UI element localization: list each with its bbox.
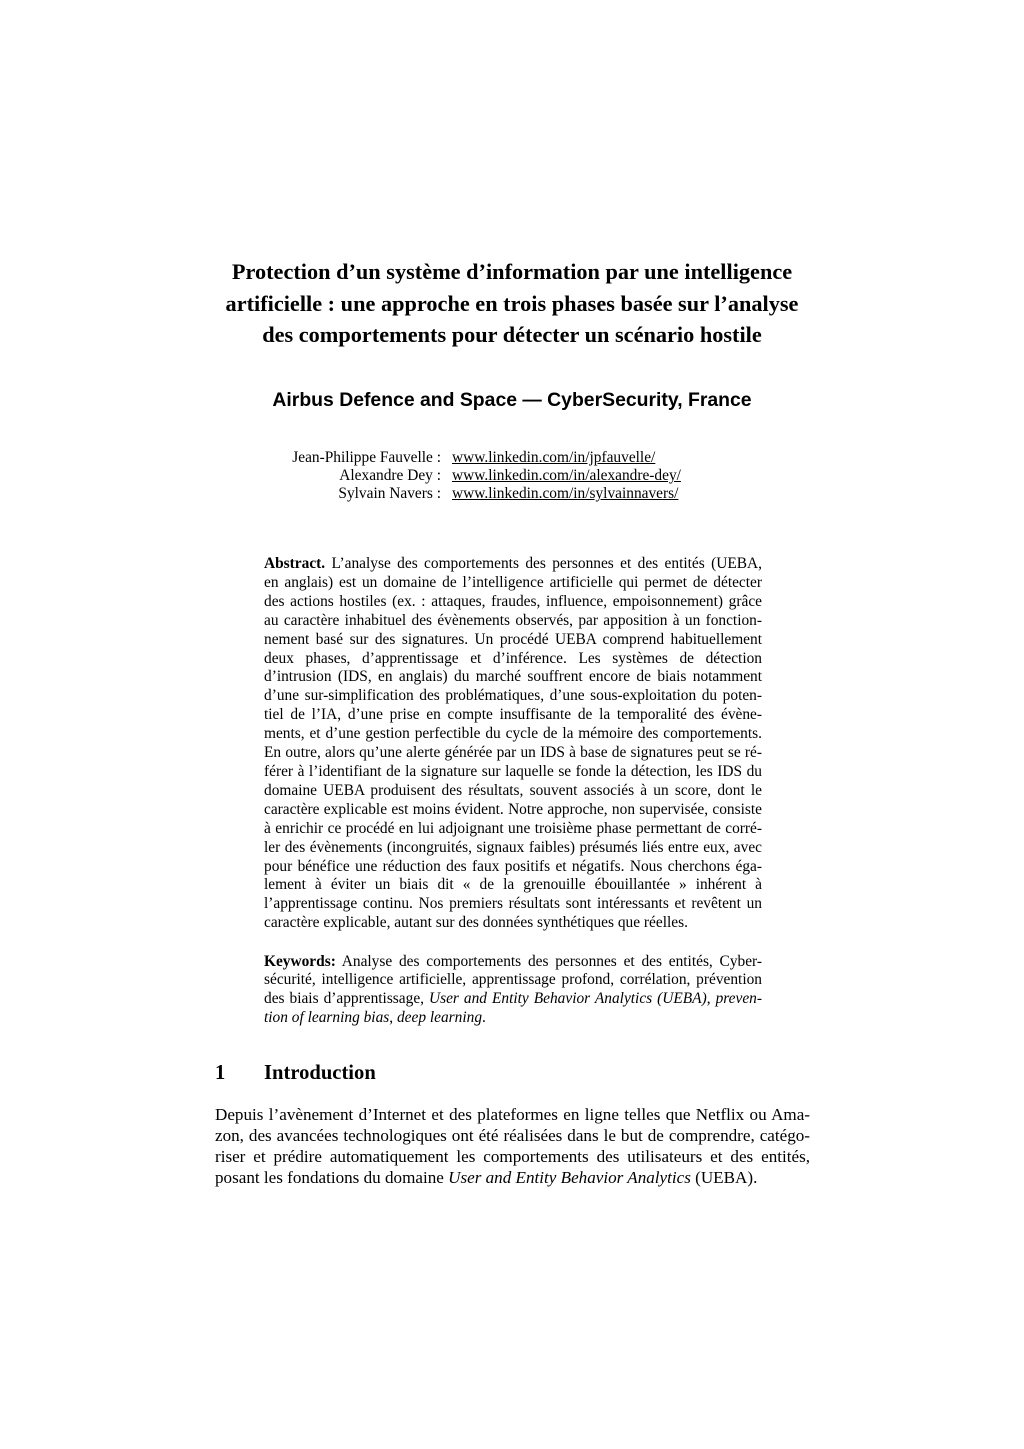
abstract-line: férer à l’identifiant de la signature sur laquelle se fonde la détection, les IDS du (264, 762, 762, 780)
keywords-italic-text: tion of learning bias (264, 1009, 390, 1027)
intro-line (215, 1146, 810, 1167)
section-title: Introduction (264, 1061, 376, 1084)
title-line: artificielle : une approche en trois phases basée sur l’analyse (225, 290, 799, 316)
affiliation: Airbus Defence and Space — CyberSecurity, France (272, 389, 752, 411)
abstract-line: d’intrusion (IDS, en anglais) du marché souffrent encore de biais notamment (264, 668, 762, 686)
author-row (0, 449, 1024, 467)
abstract-line: ments, et d’une gestion perfectible du cycle de la mémoire des comportements. (264, 725, 762, 743)
abstract-line: caractère explicable, autant sur des données synthétiques que réelles. (264, 914, 688, 932)
intro-italic-text: User and Entity Behavior Analytics (448, 1168, 691, 1188)
abstract-line: deux phases, d’apprentissage et d’inférence. Les systèmes de détection (264, 649, 762, 667)
abstract (264, 555, 762, 933)
abstract-label: Abstract. (264, 555, 326, 572)
paper-title (0, 256, 1024, 351)
author-profile-link[interactable]: www.linkedin.com/in/jpfauvelle/ (452, 449, 656, 466)
keywords-label: Keywords: (264, 952, 336, 970)
keywords-italic-text: deep learning (396, 1009, 483, 1027)
keywords-text: . (482, 1009, 486, 1027)
abstract-line: d’une sur-simplification des problématiques, d’une sous-exploitation du poten- (264, 687, 762, 705)
keywords-line (264, 971, 762, 990)
abstract-line: lement à éviter un biais dit « de la grenouille ébouillantée » inhérent à (264, 876, 762, 894)
abstract-line: caractère explicable est moins évident. Notre approche, non supervisée, consiste (264, 800, 762, 818)
abstract-line: ler des évènements (incongruités, signaux faibles) présumés liés entre eux, avec (264, 838, 762, 856)
abstract-line: l’apprentissage continu. Nos premiers résultats sont intéressants et revêtent un (264, 895, 762, 913)
abstract-line: domaine UEBA produisent des résultats, souvent associés à un score, dont le (264, 781, 762, 799)
abstract-line: au caractère inhabituel des évènements observés, par apposition à un fonction- (264, 611, 762, 629)
author-name: Alexandre Dey : (339, 467, 441, 484)
title-line: des comportements pour détecter un scénario hostile (262, 322, 762, 347)
abstract-line: en anglais) est un domaine de l’intelligence artificielle qui permet de détecter (264, 573, 762, 591)
keywords-text: , (389, 1009, 397, 1027)
author-profile-link[interactable]: www.linkedin.com/in/alexandre-dey/ (452, 467, 681, 484)
section-heading (215, 1061, 376, 1085)
abstract-line: pour bénéfice une réduction des faux positifs et négatifs. Nous cherchons éga- (264, 857, 762, 875)
keywords-line (264, 1009, 762, 1028)
keywords-text: Analyse des comportements des personnes et des entités, Cyber- (341, 952, 762, 970)
keywords-line (264, 953, 762, 972)
author-profile-link[interactable]: www.linkedin.com/in/sylvainnavers/ (452, 485, 679, 502)
abstract-line (264, 555, 762, 574)
intro-line (215, 1167, 810, 1188)
author-list (0, 449, 1024, 503)
intro-text: (UEBA). (690, 1168, 758, 1188)
intro-line (215, 1104, 810, 1125)
abstract-line: nement basé sur des signatures. Un procédé UEBA comprend habituellement (264, 630, 762, 648)
title-line: Protection d’un système d’information par une intelligence (231, 259, 793, 284)
abstract-line: à enrichir ce procédé en lui adjoignant une troisième phase permettant de corré- (264, 819, 762, 837)
keywords (264, 953, 762, 1029)
author-name: Sylvain Navers : (338, 485, 441, 502)
intro-paragraph (215, 1104, 810, 1188)
keywords-text: des biais d’apprentissage, (264, 990, 429, 1008)
keywords-italic-text: User and Entity Behavior Analytics (UEBA) (429, 990, 707, 1008)
intro-text: Depuis l’avènement d’Internet et des plateformes en ligne telles que Netflix ou Ama- (215, 1105, 810, 1125)
abstract-line: En outre, alors qu’une alerte générée par un IDS à base de signatures peut se ré- (264, 744, 762, 762)
keywords-text: , (706, 990, 716, 1008)
author-row (0, 467, 1024, 485)
intro-text: riser et prédire automatiquement les comportements des utilisateurs et des entités, (215, 1147, 810, 1167)
intro-line (215, 1125, 810, 1146)
intro-text: zon, des avancées technologiques ont été réalisées dans le but de comprendre, catégo- (215, 1126, 810, 1146)
section-number: 1 (215, 1061, 226, 1084)
abstract-text: L’analyse des comportements des personnes et des entités (UEBA, (331, 555, 762, 572)
author-row (0, 485, 1024, 503)
abstract-line: tiel de l’IA, d’une prise en compte insuffisante de la temporalité des évène- (264, 706, 762, 724)
keywords-italic-text: preven- (715, 990, 762, 1008)
keywords-line (264, 990, 762, 1009)
author-name: Jean-Philippe Fauvelle : (292, 449, 441, 466)
keywords-text: sécurité, intelligence artificielle, apprentissage profond, corrélation, prévention (264, 971, 762, 989)
abstract-line: des actions hostiles (ex. : attaques, fraudes, influence, empoisonnement) grâce (264, 592, 762, 610)
intro-text: posant les fondations du domaine (215, 1168, 449, 1188)
